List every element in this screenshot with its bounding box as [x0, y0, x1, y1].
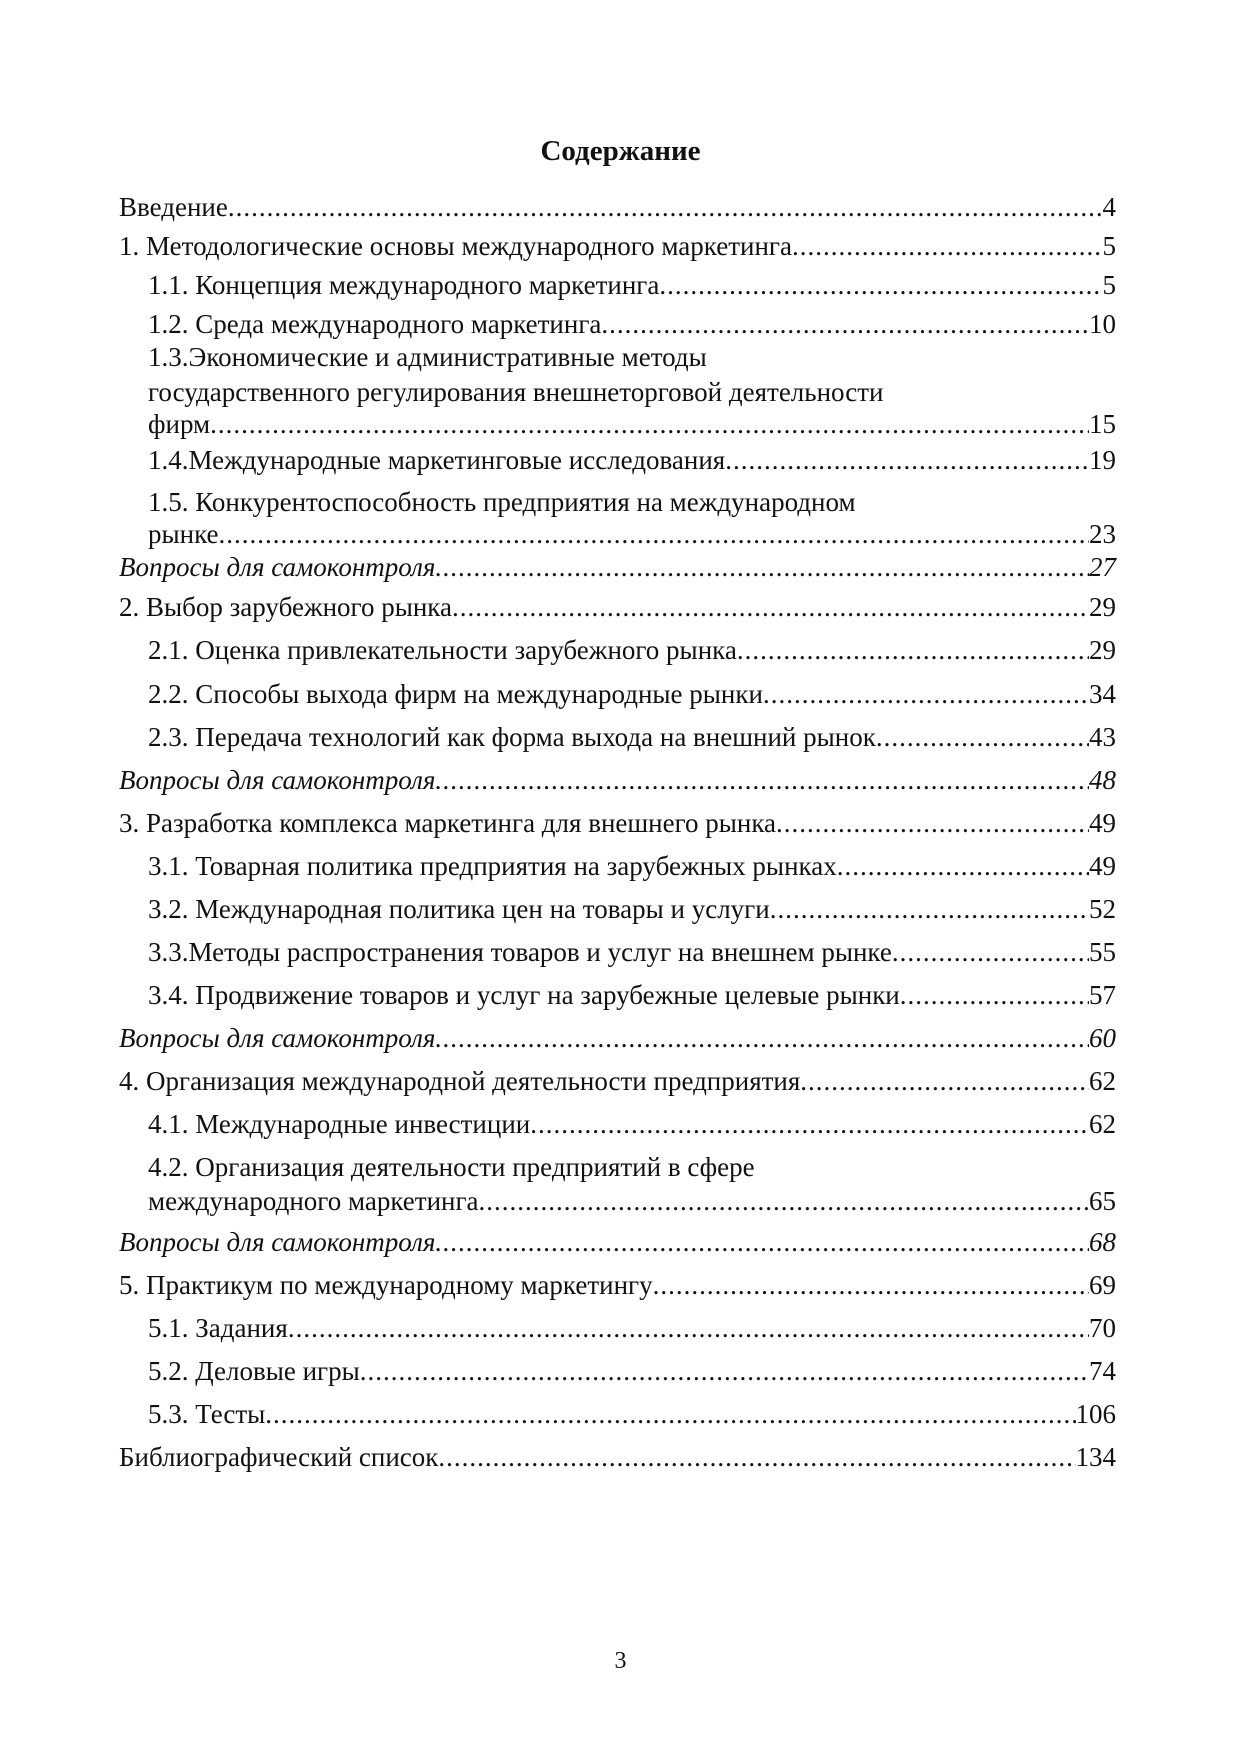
toc-entry-line: 4.2. Организация деятельности предприятий в сфере: [148, 1152, 755, 1182]
toc-entry-label: международного маркетинга: [148, 1186, 479, 1216]
toc-entry-page: 15: [1089, 409, 1116, 439]
toc-entry-page: 49: [1089, 808, 1116, 838]
toc-entry-label: 2. Выбор зарубежного рынка: [119, 592, 452, 622]
leader-dots: [435, 550, 1089, 584]
toc-entry-page: 134: [1075, 1442, 1116, 1472]
toc-entry-chapter-2[interactable]: [119, 590, 1116, 624]
toc-entry-5-1[interactable]: [148, 1311, 1116, 1345]
page-title: Содержание: [540, 135, 701, 167]
toc-entry-page: 55: [1089, 937, 1116, 967]
leader-dots: [601, 307, 1089, 341]
toc-entry-bibliography[interactable]: [119, 1440, 1116, 1474]
toc-entry-page: 65: [1089, 1186, 1116, 1216]
leader-dots: [288, 1311, 1089, 1345]
leader-dots: [479, 1184, 1089, 1218]
toc-entry-3-2[interactable]: [148, 892, 1116, 926]
toc-entry-page: 69: [1089, 1270, 1116, 1300]
toc-entry-label: 5.1. Задания: [148, 1313, 288, 1343]
leader-dots: [837, 849, 1089, 883]
toc-entry-label: Введение: [119, 192, 228, 222]
leader-dots: [265, 1397, 1075, 1431]
toc-entry-page: 62: [1089, 1066, 1116, 1096]
leader-dots: [876, 720, 1089, 754]
toc-entry-label: 4. Организация международной деятельности предприятия: [119, 1066, 801, 1096]
toc-entry-label: Вопросы для самоконтроля: [119, 1023, 436, 1053]
toc-entry-3-1[interactable]: [148, 849, 1116, 883]
toc-entry-3-4[interactable]: [148, 978, 1116, 1012]
toc-entry-2-2[interactable]: [148, 677, 1116, 711]
toc-entry-page: 48: [1089, 765, 1116, 795]
toc-entry-chapter-5[interactable]: [119, 1268, 1116, 1302]
leader-dots: [737, 633, 1089, 667]
toc-entry-1-3[interactable]: [148, 340, 1116, 441]
leader-dots: [725, 443, 1089, 477]
leader-dots: [360, 1354, 1089, 1388]
toc-entry-label: фирм: [148, 409, 211, 439]
leader-dots: [653, 1268, 1089, 1302]
toc-entry-line: 1.5. Конкурентоспособность предприятия на международном: [148, 487, 856, 517]
toc-entry-1-2[interactable]: [148, 307, 1116, 341]
toc-entry-page: 70: [1089, 1313, 1116, 1343]
toc-entry-page: 52: [1089, 894, 1116, 924]
toc-entry-introduction[interactable]: [119, 190, 1116, 224]
toc-entry-2-1[interactable]: [148, 633, 1116, 667]
toc-entry-label: 1.4.Международные маркетинговые исследования: [148, 445, 726, 475]
leader-dots: [770, 892, 1089, 926]
toc-entry-line: государственного регулирования внешнеторговой деятельности: [148, 377, 884, 407]
toc-entry-5-2[interactable]: [148, 1354, 1116, 1388]
toc-entry-1-1[interactable]: [148, 268, 1116, 302]
toc-entry-page: 29: [1089, 592, 1116, 622]
toc-entry-5-3[interactable]: [148, 1397, 1116, 1431]
toc-entry-page: 10: [1089, 309, 1116, 339]
toc-entry-page: 34: [1089, 679, 1116, 709]
toc-entry-page: 60: [1089, 1023, 1116, 1053]
toc-entry-page: 106: [1075, 1399, 1116, 1429]
toc-entry-page: 43: [1089, 722, 1116, 752]
toc-entry-2-3[interactable]: [148, 720, 1116, 754]
toc-entry-label: 1.2. Среда международного маркетинга: [148, 309, 602, 339]
toc-entry-self-check-3[interactable]: [119, 1021, 1116, 1055]
leader-dots: [792, 229, 1103, 263]
toc-entry-label: Вопросы для самоконтроля: [119, 1227, 436, 1257]
leader-dots: [800, 1064, 1089, 1098]
toc-entry-1-4[interactable]: [148, 443, 1116, 477]
toc-entry-page: 5: [1102, 270, 1116, 300]
toc-entry-page: 57: [1089, 980, 1116, 1010]
toc-entry-page: 29: [1089, 635, 1116, 665]
toc-entry-label: Библиографический список: [119, 1442, 439, 1472]
toc-entry-page: 5: [1102, 231, 1116, 261]
toc-entry-self-check-4[interactable]: [119, 1225, 1116, 1259]
toc-entry-chapter-3[interactable]: [119, 806, 1116, 840]
leader-dots: [228, 190, 1103, 224]
toc-entry-label: 5.3. Тесты: [148, 1399, 266, 1429]
page-number: 3: [614, 1648, 627, 1674]
toc-entry-page: 74: [1089, 1356, 1116, 1386]
toc-entry-1-5[interactable]: [148, 485, 1116, 551]
toc-entry-label: 3.2. Международная политика цен на товары и услуги: [148, 894, 770, 924]
toc-entry-label: 1. Методологические основы международного маркетинга: [119, 231, 792, 261]
toc-entry-label: 5.2. Деловые игры: [148, 1356, 360, 1386]
toc-entry-label: Вопросы для самоконтроля: [119, 765, 436, 795]
toc-entry-4-1[interactable]: [148, 1107, 1116, 1141]
toc-entry-label: 2.3. Передача технологий как форма выхода на внешний рынок: [148, 722, 876, 752]
leader-dots: [530, 1107, 1089, 1141]
toc-entry-label: 5. Практикум по международному маркетингу: [119, 1270, 653, 1300]
toc-entry-label: 4.1. Международные инвестиции: [148, 1109, 531, 1139]
leader-dots: [438, 1440, 1075, 1474]
leader-dots: [763, 677, 1089, 711]
toc-entry-page: 49: [1089, 851, 1116, 881]
leader-dots: [776, 806, 1089, 840]
leader-dots: [892, 935, 1089, 969]
toc-entry-label: 3. Разработка комплекса маркетинга для внешнего рынка: [119, 808, 777, 838]
leader-dots: [435, 1021, 1089, 1055]
toc-entry-label: рынке: [148, 519, 219, 549]
toc-entry-label: Вопросы для самоконтроля: [119, 552, 436, 582]
toc-entry-chapter-4[interactable]: [119, 1064, 1116, 1098]
toc-entry-page: 27: [1089, 552, 1116, 582]
toc-entry-4-2[interactable]: [148, 1150, 1116, 1218]
toc-entry-label: 3.4. Продвижение товаров и услуг на зарубежные целевые рынки: [148, 980, 900, 1010]
toc-entry-self-check-2[interactable]: [119, 763, 1116, 797]
leader-dots: [219, 517, 1089, 551]
toc-entry-label: 2.2. Способы выхода фирм на международные рынки: [148, 679, 763, 709]
toc-entry-page: 62: [1089, 1109, 1116, 1139]
leader-dots: [452, 590, 1089, 624]
toc-entry-page: 19: [1089, 445, 1116, 475]
leader-dots: [659, 268, 1102, 302]
toc-entry-page: 4: [1102, 192, 1116, 222]
leader-dots: [435, 1225, 1089, 1259]
leader-dots: [210, 407, 1089, 441]
toc-entry-chapter-1[interactable]: [119, 229, 1116, 263]
leader-dots: [435, 763, 1089, 797]
toc-entry-3-3[interactable]: [148, 935, 1116, 969]
toc-entry-page: 68: [1089, 1227, 1116, 1257]
toc-entry-line: 1.3.Экономические и административные методы: [148, 342, 707, 372]
toc-entry-label: 3.1. Товарная политика предприятия на зарубежных рынках: [148, 851, 837, 881]
toc-entry-self-check-1[interactable]: [119, 550, 1116, 584]
toc-entry-page: 23: [1089, 519, 1116, 549]
leader-dots: [900, 978, 1089, 1012]
toc-entry-label: 3.3.Методы распространения товаров и услуг на внешнем рынке: [148, 937, 892, 967]
toc-entry-label: 2.1. Оценка привлекательности зарубежного рынка: [148, 635, 737, 665]
toc-entry-label: 1.1. Концепция международного маркетинга: [148, 270, 660, 300]
